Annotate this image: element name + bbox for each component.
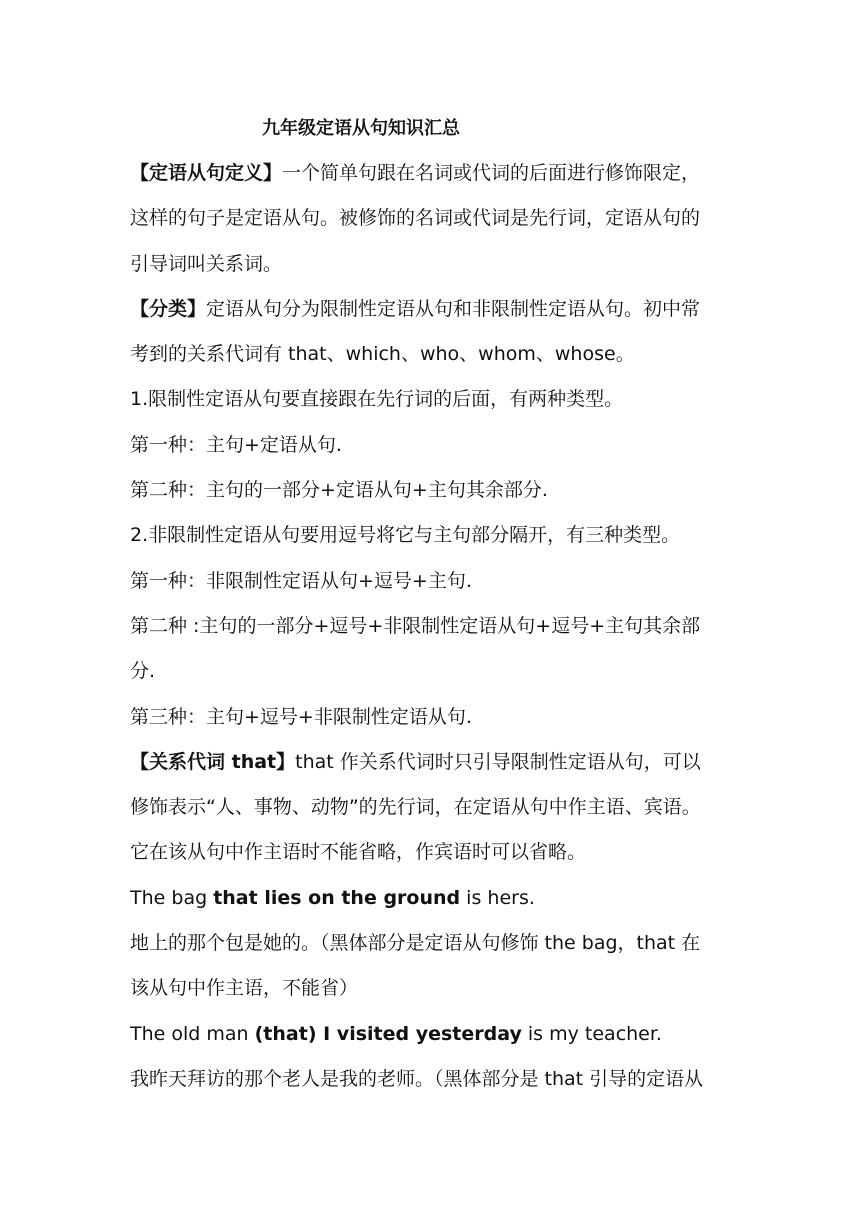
example-1-english (130, 876, 734, 921)
that-heading: 【关系代词 that】 (130, 750, 296, 773)
definition-line-1 (130, 151, 734, 196)
document-body (130, 106, 734, 1102)
example-1-post: is hers. (460, 886, 535, 909)
that-text-1: that 作关系代词时只引导限制性定语从句，可以 (295, 750, 701, 773)
classification-line-1 (130, 287, 734, 332)
example-1-clause: that lies on the ground (213, 886, 461, 909)
restrictive-type-2: 第二种：主句的一部分+定语从句+主句其余部分. (130, 479, 548, 502)
example-2-english (130, 1012, 734, 1057)
classification-text-1: 定语从句分为限制性定语从句和非限制性定语从句。初中常 (206, 297, 701, 320)
example-2-chinese-line-1: 我昨天拜访的那个老人是我的老师。（黑体部分是 that 引导的定语从 (130, 1067, 704, 1090)
page-title: 九年级定语从句知识汇总 (262, 118, 460, 139)
example-2-clause: (that) I visited yesterday (254, 1022, 522, 1045)
that-line-3: 它在该从句中作主语时不能省略，作宾语时可以省略。 (130, 841, 587, 864)
nonrestrictive-type-2-line-1: 第二种 :主句的一部分+逗号+非限制性定语从句+逗号+主句其余部 (130, 614, 701, 637)
nonrestrictive-type-2-line-2: 分. (130, 660, 156, 683)
example-1-pre: The bag (130, 886, 214, 909)
nonrestrictive-type-3: 第三种：主句+逗号+非限制性定语从句. (130, 705, 472, 728)
classification-line-2: 考到的关系代词有 that、which、who、whom、whose。 (130, 343, 635, 366)
example-2-post: is my teacher. (521, 1022, 662, 1045)
example-2-pre: The old man (130, 1022, 255, 1045)
definition-line-2: 这样的句子是定语从句。被修饰的名词或代词是先行词，定语从句的 (130, 207, 701, 230)
definition-text-1: 一个简单句跟在名词或代词的后面进行修饰限定， (282, 162, 701, 184)
nonrestrictive-type-1: 第一种：非限制性定语从句+逗号+主句. (130, 569, 472, 592)
that-line-2: 修饰表示“人、事物、动物”的先行词，在定语从句中作主语、宾语。 (130, 796, 701, 819)
definition-line-3: 引导词叫关系词。 (130, 252, 283, 275)
example-1-chinese-line-1: 地上的那个包是她的。（黑体部分是定语从句修饰 the bag，that 在 (130, 932, 701, 955)
nonrestrictive-intro: 2.非限制性定语从句要用逗号将它与主句部分隔开，有三种类型。 (130, 524, 681, 547)
definition-heading: 【定语从句定义】 (130, 162, 283, 184)
restrictive-type-1: 第一种：主句+定语从句. (130, 433, 342, 456)
example-1-chinese-line-2: 该从句中作主语，不能省） (130, 977, 359, 1000)
that-line-1 (130, 740, 734, 785)
classification-heading: 【分类】 (130, 297, 207, 320)
restrictive-intro: 1.限制性定语从句要直接跟在先行词的后面，有两种类型。 (130, 388, 624, 411)
